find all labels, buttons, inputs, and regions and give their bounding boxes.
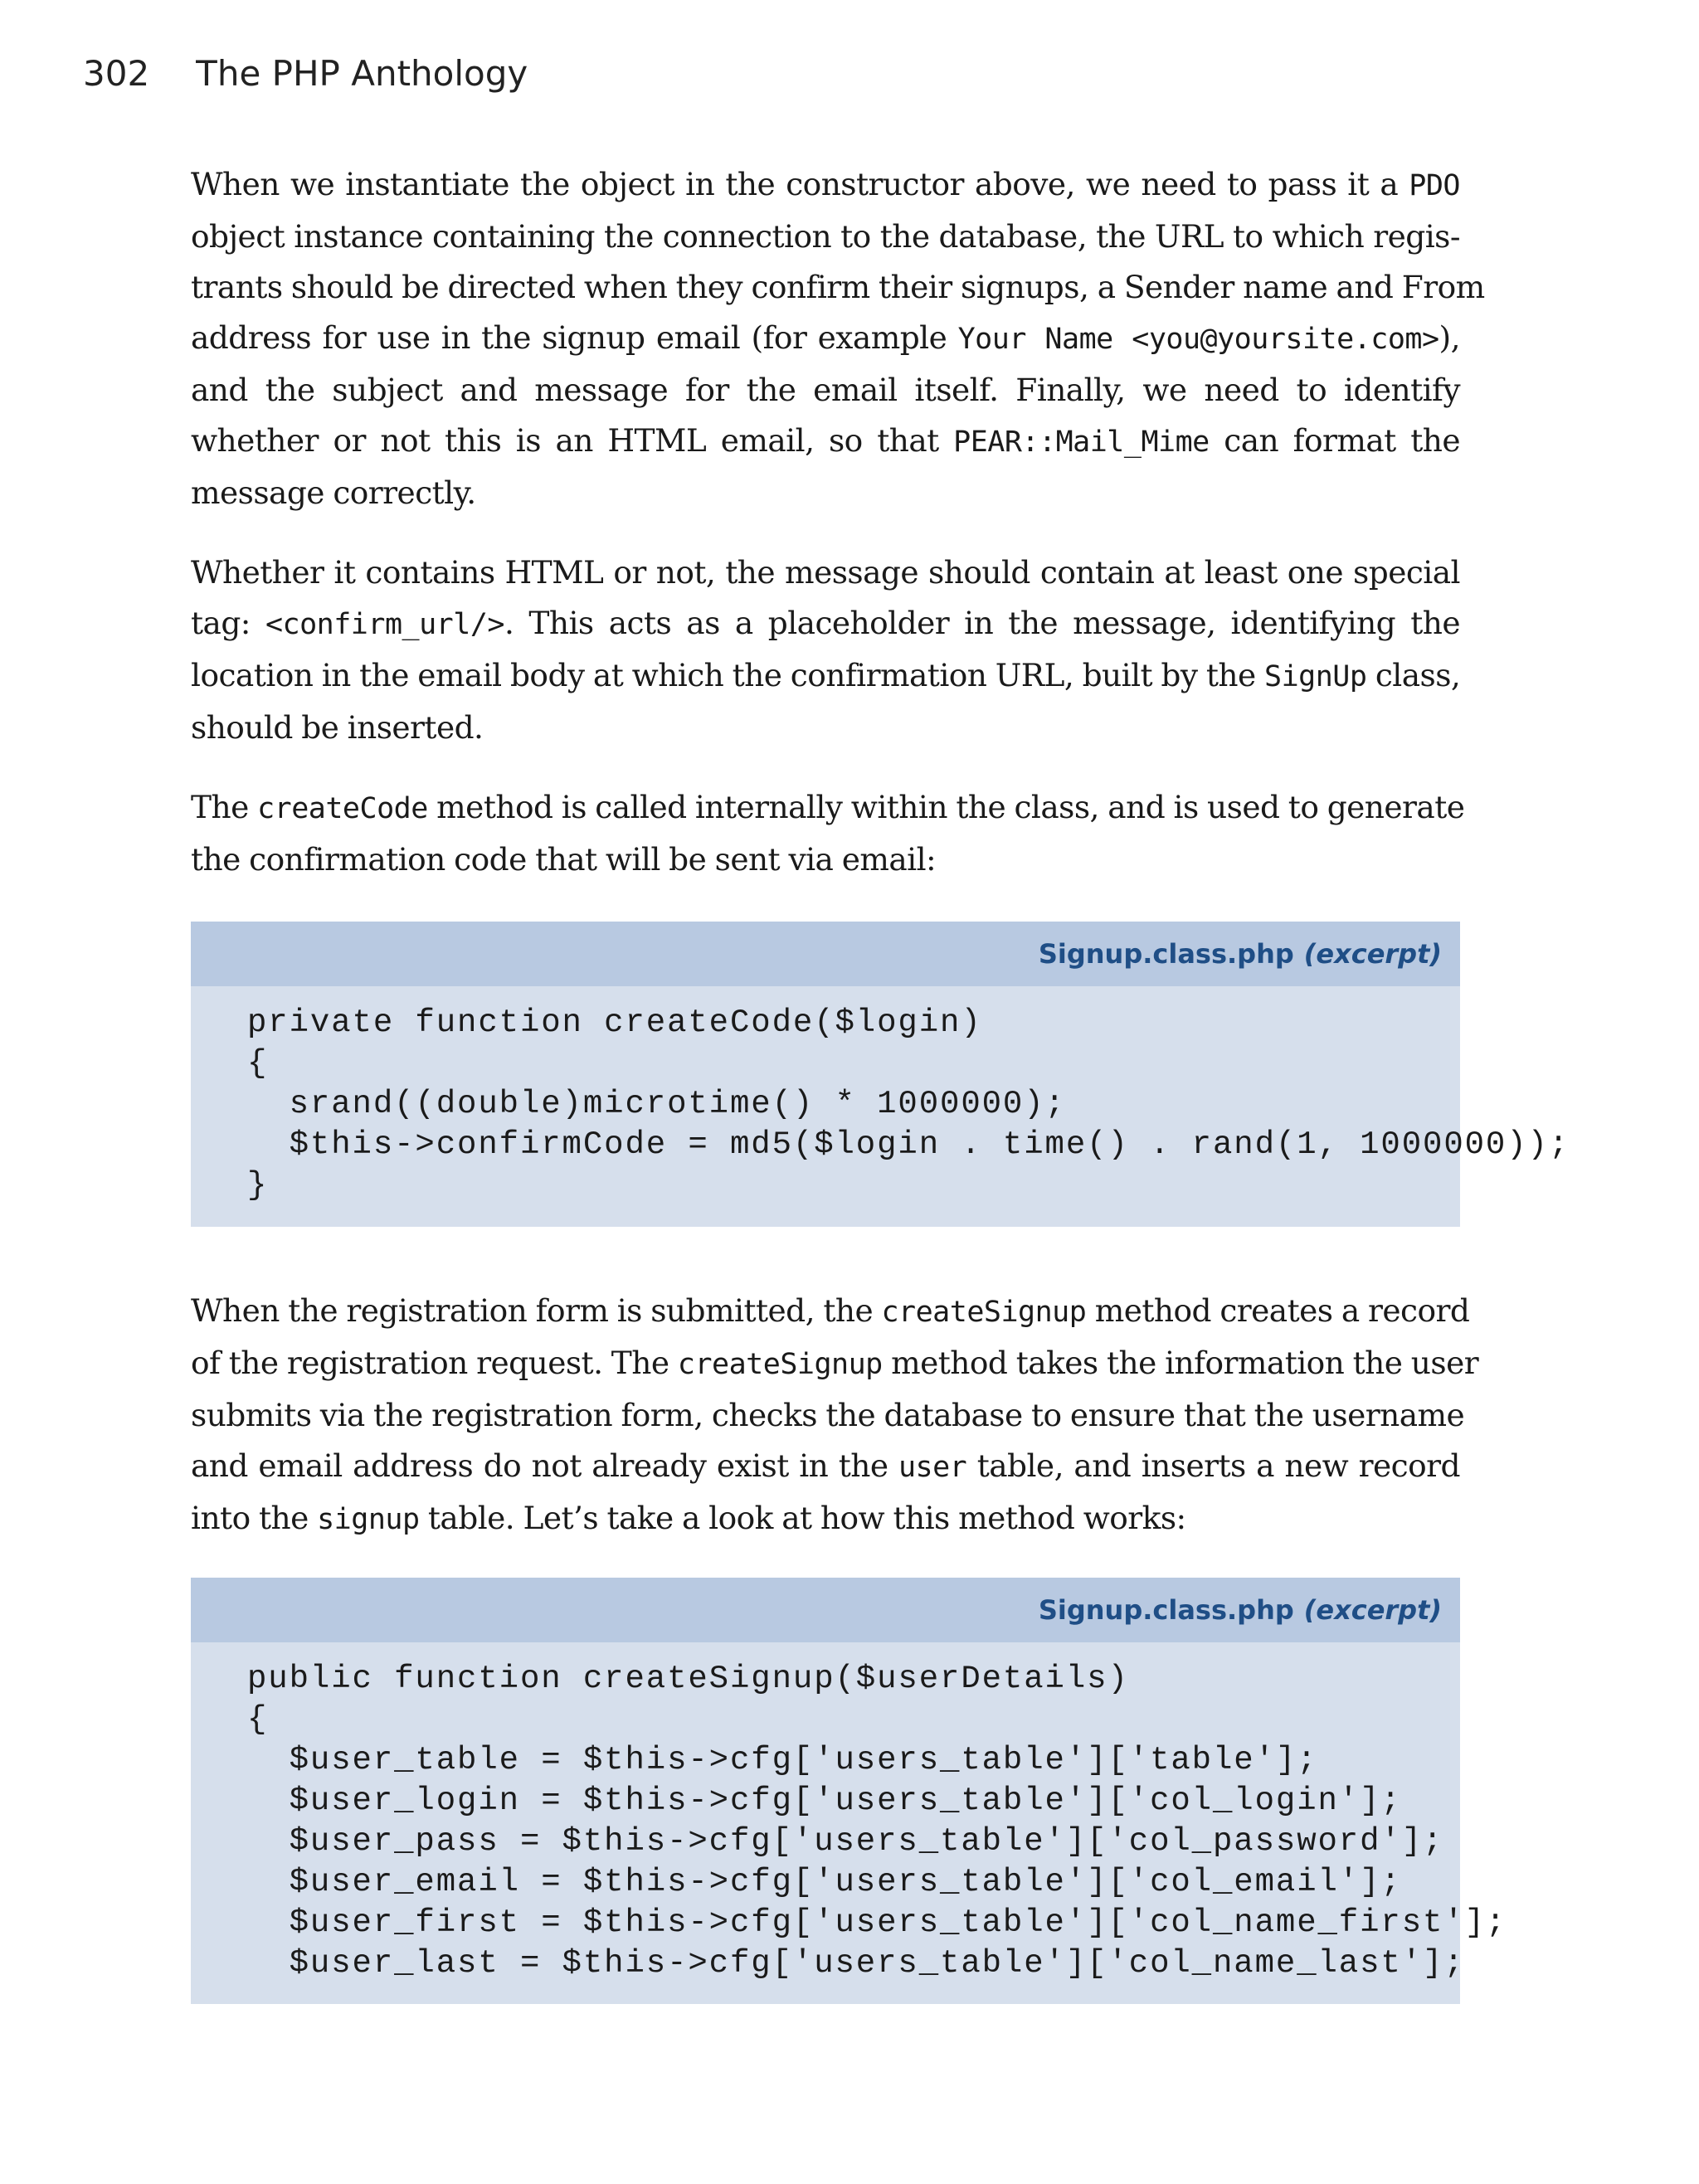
code-listing-caption (191, 922, 1460, 986)
code-filename: Signup.class.php (1038, 938, 1294, 970)
text-line: message correctly. (191, 474, 476, 511)
inline-code: SignUp (1264, 660, 1367, 693)
text-line: object instance containing the connection to the database, the URL to which regis- (191, 218, 1460, 255)
text-line: address for use in the signup email (for example Your Name <you@yoursite.com>), (191, 319, 1460, 356)
code-excerpt-note: (excerpt) (1303, 1594, 1442, 1626)
code-listing (191, 922, 1570, 1227)
text-line: Whether it contains HTML or not, the message should contain at least one special (191, 554, 1460, 591)
code-line: private function createCode($login) (247, 1004, 982, 1041)
code-line: srand((double)microtime() * 1000000); (247, 1086, 1066, 1122)
inline-code: PEAR::Mail_Mime (953, 426, 1210, 459)
running-head (83, 48, 528, 98)
inline-code: createCode (257, 792, 428, 825)
body-paragraph (191, 782, 1465, 885)
text-line: and the subject and message for the email itself. Finally, we need to identify (191, 372, 1460, 408)
code-line: $user_first = $this->cfg['users_table']['col_name_first']; (247, 1904, 1507, 1941)
code-line: $user_pass = $this->cfg['users_table']['col_password']; (247, 1823, 1444, 1860)
text-line: should be inserted. (191, 709, 484, 746)
inline-code: createSignup (881, 1296, 1087, 1329)
text-line: into the signup table. Let’s take a look at how this method works: (191, 1500, 1186, 1536)
text-line: trants should be directed when they confirm their signups, a Sender name and From (191, 269, 1485, 305)
code-line: $user_table = $this->cfg['users_table']['table']; (247, 1742, 1318, 1778)
code-excerpt-note: (excerpt) (1303, 938, 1442, 970)
text-line: When we instantiate the object in the constructor above, we need to pass it a PDO (191, 166, 1460, 202)
inline-code: signup (317, 1503, 420, 1536)
body-paragraph (191, 547, 1460, 753)
inline-code: PDO (1409, 169, 1460, 202)
inline-code: createSignup (677, 1348, 883, 1381)
text-line: The createCode method is called internally within the class, and is used to generate (191, 789, 1465, 825)
text-line: location in the email body at which the confirmation URL, built by the SignUp class, (191, 657, 1461, 693)
code-line: { (247, 1701, 269, 1738)
code-body (191, 986, 1570, 1206)
page-number: 302 (83, 52, 150, 94)
code-line: { (247, 1045, 269, 1082)
text-line: whether or not this is an HTML email, so that PEAR::Mail_Mime can format the (191, 422, 1460, 459)
inline-code: user (898, 1451, 967, 1484)
text-line: the confirmation code that will be sent via email: (191, 841, 937, 878)
text-line: of the registration request. The createSignup method takes the information the user (191, 1345, 1479, 1381)
code-filename: Signup.class.php (1038, 1594, 1294, 1626)
text-line: tag: <confirm_url/>. This acts as a placeholder in the message, identifying the (191, 605, 1460, 641)
text-line: submits via the registration form, checks the database to ensure that the username (191, 1397, 1465, 1433)
code-listing (191, 1578, 1507, 2004)
body-paragraph (191, 159, 1485, 518)
text-line: and email address do not already exist in the user table, and inserts a new record (191, 1447, 1460, 1484)
book-title: The PHP Anthology (196, 52, 528, 94)
code-line: $user_email = $this->cfg['users_table']['col_email']; (247, 1864, 1402, 1900)
inline-code: Your Name <you@yoursite.com> (957, 323, 1439, 356)
body-paragraph (191, 1286, 1479, 1545)
code-line: $this->confirmCode = md5($login . time() . rand(1, 1000000)); (247, 1126, 1570, 1163)
inline-code: <confirm_url/> (265, 608, 504, 641)
code-listing-caption (191, 1578, 1460, 1642)
code-line: $user_login = $this->cfg['users_table']['col_login']; (247, 1783, 1402, 1819)
code-line: $user_last = $this->cfg['users_table']['col_name_last']; (247, 1945, 1465, 1982)
code-line: public function createSignup($userDetails) (247, 1661, 1129, 1697)
code-body (191, 1642, 1507, 1984)
code-line: } (247, 1167, 269, 1204)
text-line: When the registration form is submitted, the createSignup method creates a record (191, 1292, 1470, 1329)
